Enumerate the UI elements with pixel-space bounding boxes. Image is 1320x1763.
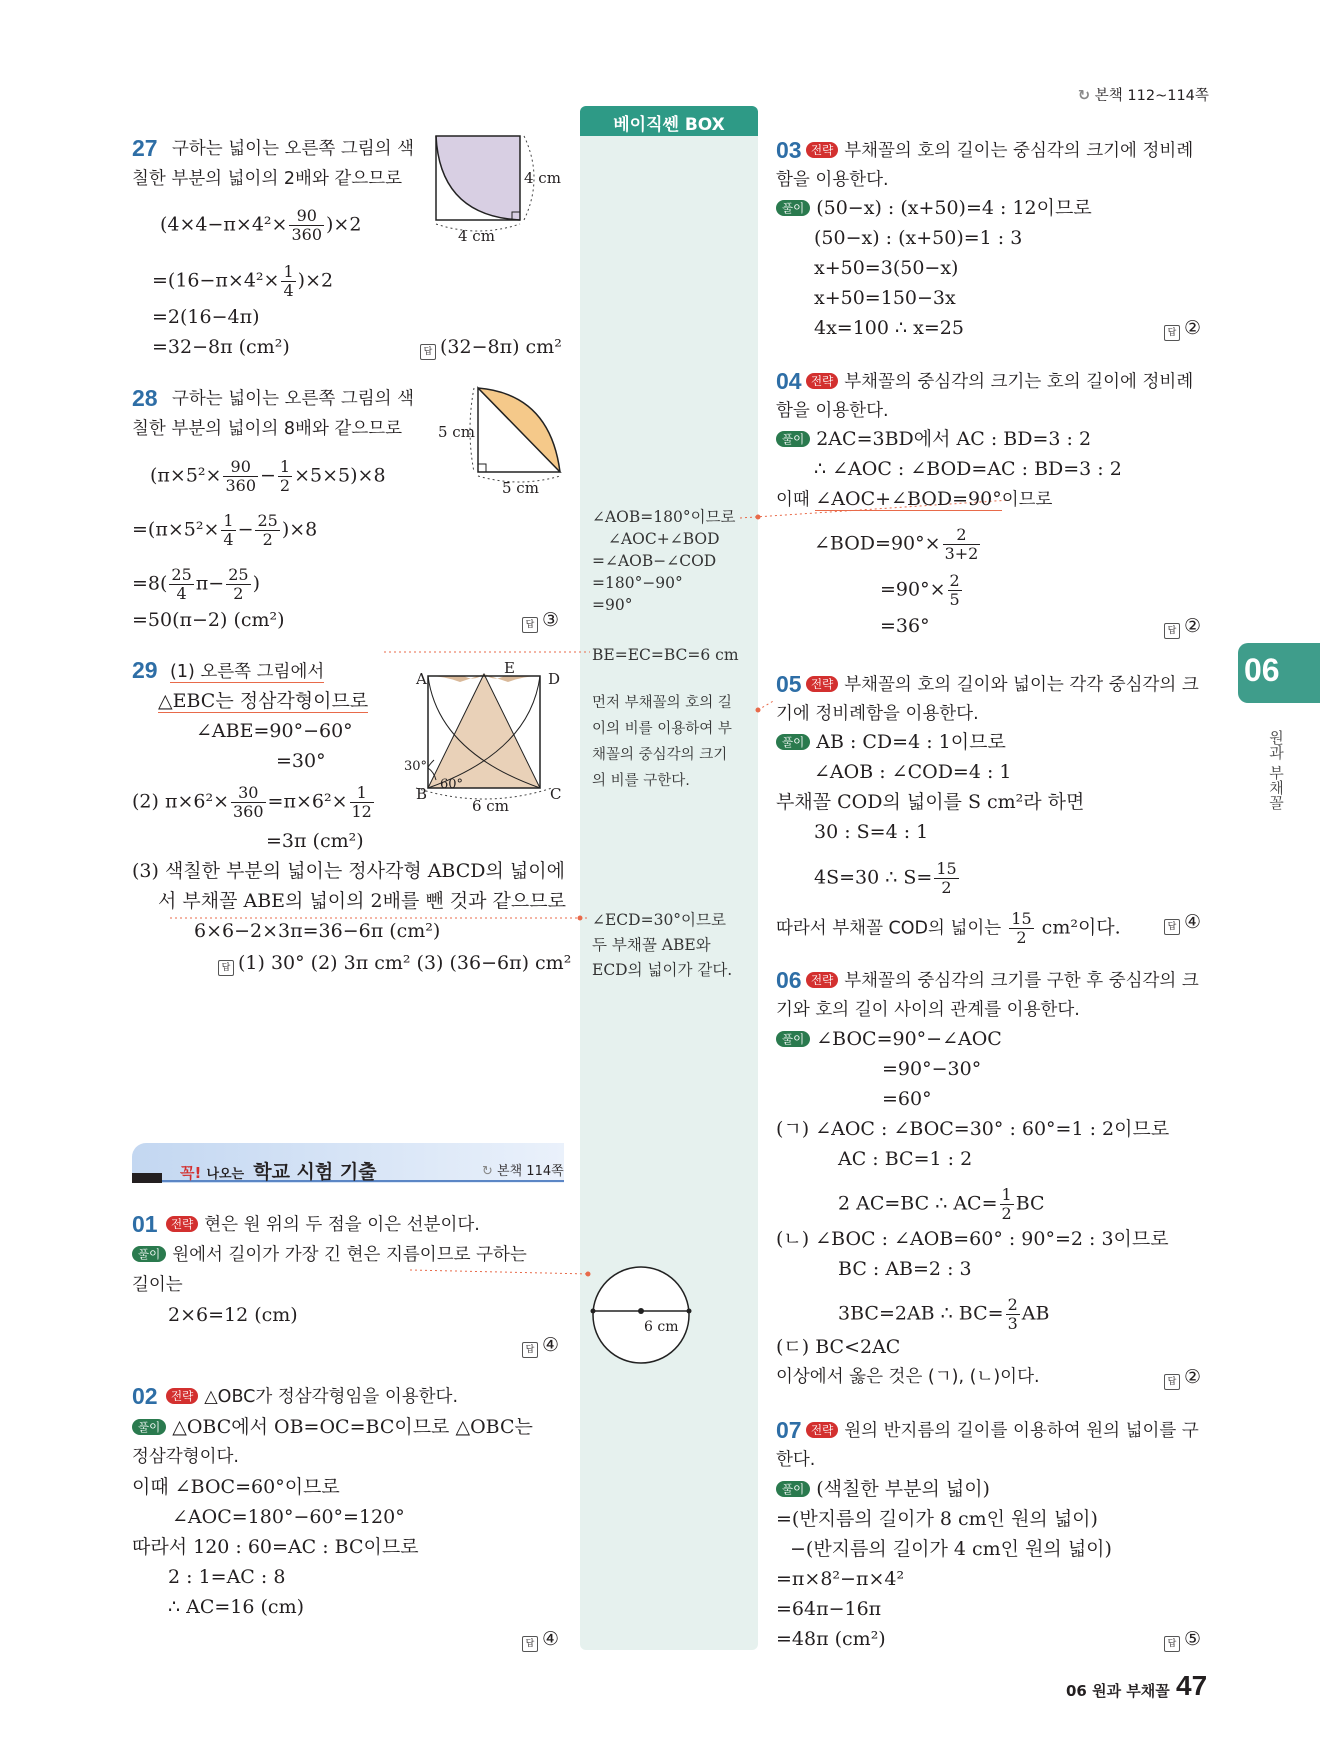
right-07-answer: 답 ⑤ — [1164, 1627, 1201, 1652]
right-07-l1: 풀이 (색칠한 부분의 넓이) — [776, 1477, 990, 1501]
header-ref: ↻ 본책 112~114쪽 — [1078, 88, 1209, 104]
exam-02-l4: ∠AOC=180°−60°=120° — [172, 1506, 405, 1528]
right-07-l5: =64π−16π — [776, 1598, 882, 1620]
right-07-l4: =π×8²−π×4² — [776, 1568, 905, 1590]
exam-ref: ↻ 본책 114쪽 — [482, 1164, 564, 1179]
exam-02-strategy: 전략 △OBC가 정삼각형임을 이용한다. — [160, 1385, 458, 1409]
problem-28-line2: 칠한 부분의 넓이의 8배와 같으므로 — [132, 419, 403, 439]
right-06-l7: (ㄴ) ∠BOC : ∠AOB=60° : 90°=2 : 3이므로 — [776, 1228, 1169, 1250]
right-04-l6: =36° — [880, 615, 930, 637]
box-label-text: 베이직쎈 BOX — [613, 115, 725, 135]
exam-02-l6: 2 : 1=AC : 8 — [168, 1566, 286, 1588]
right-05-l2: ∠AOB : ∠COD=4 : 1 — [814, 761, 1012, 783]
exam-02-l5: 따라서 120 : 60=AC : BC이므로 — [132, 1536, 419, 1558]
right-04-l3: 이때 ∠AOC+∠BOD=90°이므로 — [776, 488, 1053, 510]
chapter-tab-num: 06 — [1244, 652, 1280, 688]
problem-27-eq1: (4×4−π×4²× $\frac{90}{360}$ )×2 — [160, 206, 362, 244]
right-07-num: 07 — [776, 1417, 802, 1443]
problem-29-s4: =30° — [276, 750, 326, 772]
problem-27-num: 27 — [132, 135, 158, 161]
footer-chapter: 06 원과 부채꼴 — [1066, 1682, 1170, 1700]
right-06-l6: 2 AC=BC ∴ AC= $\frac{1}{2}$ BC — [838, 1185, 1045, 1223]
answer-icon: 답 — [1164, 1636, 1180, 1652]
problem-27-eq3: =2(16−4π) — [152, 306, 260, 328]
right-05-l3: 부채꼴 COD의 넓이를 S cm²라 하면 — [776, 791, 1085, 813]
fig29-label-d: D — [548, 670, 561, 688]
problem-29-s2: △EBC는 정삼각형이므로 — [158, 690, 369, 712]
right-04-l5: =90°× $\frac{2}{5}$ — [880, 571, 960, 609]
right-07-l6: =48π (cm²) — [776, 1628, 886, 1650]
problem-29-s1: (1) 오른쪽 그림에서 — [170, 662, 325, 682]
answer-icon: 답 — [1164, 1374, 1180, 1390]
answer-icon: 답 — [522, 617, 538, 633]
right-07-l3: −(반지름의 길이가 4 cm인 원의 넓이) — [790, 1538, 1112, 1560]
note-ecd: ∠ECD=30°이므로 두 부채꼴 ABE와 ECD의 넓이가 같다. — [592, 911, 733, 979]
problem-29-answer: 답 (1) 30° (2) 3π cm² (3) (36−6π) cm² — [218, 951, 571, 976]
right-04-l1: 풀이 2AC=3BD에서 AC : BD=3 : 2 — [776, 427, 1091, 451]
right-05-num: 05 — [776, 671, 802, 697]
problem-28-line1: 구하는 넓이는 오른쪽 그림의 색 — [172, 389, 415, 409]
exam-01-l1: 풀이 원에서 길이가 가장 긴 현은 지름이므로 구하는 — [132, 1243, 527, 1267]
right-05-l1: 풀이 AB : CD=4 : 1이므로 — [776, 730, 1006, 754]
fig29-label-b: B — [416, 785, 428, 803]
right-03-l1: 풀이 (50−x) : (x+50)=4 : 12이므로 — [776, 196, 1092, 220]
problem-28-num: 28 — [132, 385, 158, 411]
answer-icon: 답 — [522, 1636, 538, 1652]
answer-icon: 답 — [420, 344, 436, 360]
problem-29-s7: (3) 색칠한 부분의 넓이는 정사각형 ABCD의 넓이에 — [132, 860, 565, 882]
problem-29-s9: 6×6−2×3π=36−6π (cm²) — [194, 920, 441, 942]
problem-28-answer: 답 ③ — [522, 608, 559, 633]
right-05-l4: 30 : S=4 : 1 — [814, 821, 929, 843]
page-number: 47 — [1176, 1670, 1208, 1701]
problem-28-eq1: (π×5²× $\frac{90}{360}$ − $\frac{1}{2}$ ×5×5)×8 — [150, 457, 386, 495]
problem-29-num: 29 — [132, 657, 158, 683]
right-03-answer: 답 ② — [1164, 316, 1201, 341]
exam-01-l3: 2×6=12 (cm) — [168, 1304, 298, 1326]
note-aob: ∠AOB=180°이므로 ∠AOC+∠BOD =∠AOB−∠COD =180°−90° =90° — [592, 508, 736, 614]
right-06-l5: AC : BC=1 : 2 — [838, 1148, 973, 1170]
right-06-l9: 3BC=2AB ∴ BC= $\frac{2}{3}$ AB — [838, 1295, 1050, 1333]
right-04-l2: ∴ ∠AOC : ∠BOD=AC : BD=3 : 2 — [814, 458, 1122, 480]
problem-27-eq2: =(16−π×4²× $\frac{1}{4}$ )×2 — [152, 262, 334, 300]
exam-02-l7: ∴ AC=16 (cm) — [168, 1596, 305, 1618]
right-03-l4: x+50=150−3x — [814, 287, 956, 309]
exam-01-answer: 답 ④ — [522, 1333, 559, 1358]
fig29-label-a: A — [416, 670, 427, 688]
exam-01-l2: 길이는 — [132, 1275, 183, 1295]
chapter-tab-title: 원과 부채꼴 — [1267, 730, 1285, 810]
exam-02-l3: 이때 ∠BOC=60°이므로 — [132, 1476, 340, 1498]
right-03-l3: x+50=3(50−x) — [814, 257, 959, 279]
problem-27-answer: 답 (32−8π) cm² — [420, 335, 562, 360]
right-04-strategy: 전략 부채꼴의 중심각의 크기는 호의 길이에 정비례 — [800, 370, 1193, 394]
right-03-strategy: 전략 부채꼴의 호의 길이는 중심각의 크기에 정비례 — [800, 139, 1193, 163]
right-07-strategy2: 한다. — [776, 1450, 816, 1470]
problem-27-line1: 구하는 넓이는 오른쪽 그림의 색 — [172, 139, 415, 159]
note-be-ec: BE=EC=BC=6 cm — [592, 646, 739, 664]
right-06-strategy: 전략 부채꼴의 중심각의 크기를 구한 후 중심각의 크 — [800, 969, 1199, 993]
right-06-l10: (ㄷ) BC<2AC — [776, 1336, 901, 1358]
right-06-l3: =60° — [882, 1088, 932, 1110]
answer-icon: 답 — [1164, 919, 1180, 935]
exam-heading: 꼭! 나오는 학교 시험 기출 — [180, 1161, 377, 1183]
right-05-l5: 4S=30 ∴ S= $\frac{15}{2}$ — [814, 859, 957, 897]
problem-28-eq2: =(π×5²× $\frac{1}{4}$ − $\frac{25}{2}$ )×8 — [132, 511, 318, 549]
right-05-answer: 답 ④ — [1164, 910, 1201, 935]
right-04-num: 04 — [776, 368, 802, 394]
note-arc-ratio: 먼저 부채꼴의 호의 길 이의 비를 이용하여 부 채꼴의 중심각의 크기 의 비를 구한다. — [592, 695, 732, 789]
right-06-answer: 답 ② — [1164, 1365, 1201, 1390]
fig29-label-e: E — [504, 659, 515, 677]
right-03-num: 03 — [776, 137, 802, 163]
problem-29-s5: (2) π×6²× $\frac{30}{360}$ =π×6²× $\frac{1}{12}$ — [132, 783, 372, 821]
right-03-l2: (50−x) : (x+50)=1 : 3 — [814, 227, 1023, 249]
right-07-strategy: 전략 원의 반지름의 길이를 이용하여 원의 넓이를 구 — [800, 1419, 1199, 1443]
right-06-num: 06 — [776, 967, 802, 993]
note-circle-label: 6 cm — [644, 1319, 679, 1335]
fig29-length: 6 cm — [472, 797, 509, 815]
right-06-l4: (ㄱ) ∠AOC : ∠BOC=30° : 60°=1 : 2이므로 — [776, 1118, 1170, 1140]
right-06-l2: =90°−30° — [882, 1058, 982, 1080]
right-04-l4: ∠BOD=90°× $\frac{2}{3+2}$ — [814, 525, 979, 563]
exam-02-num: 02 — [132, 1383, 158, 1409]
right-05-strategy2: 기에 정비례함을 이용한다. — [776, 704, 979, 724]
fig29-angle-60: 60° — [440, 777, 464, 792]
right-06-l11: 이상에서 옳은 것은 (ㄱ), (ㄴ)이다. — [776, 1367, 1040, 1387]
right-06-strategy2: 기와 호의 길이 사이의 관계를 이용한다. — [776, 1000, 1080, 1020]
right-03-strategy2: 함을 이용한다. — [776, 170, 889, 190]
right-06-l1: 풀이 ∠BOC=90°−∠AOC — [776, 1027, 1002, 1051]
problem-27-fig-bottom: 4 cm — [458, 227, 495, 245]
problem-27-fig-side: 4 cm — [524, 169, 561, 187]
exam-01-num: 01 — [132, 1211, 158, 1237]
problem-27-eq4: =32−8π (cm²) — [152, 336, 290, 358]
ref-icon: ↻ — [1078, 88, 1091, 104]
right-04-answer: 답 ② — [1164, 614, 1201, 639]
problem-28-eq3: =8( $\frac{25}{4}$ π− $\frac{25}{2}$ ) — [132, 565, 260, 603]
right-07-l2: =(반지름의 길이가 8 cm인 원의 넓이) — [776, 1508, 1098, 1530]
fig29-label-c: C — [550, 785, 562, 803]
exam-01-strategy: 전략 현은 원 위의 두 점을 이은 선분이다. — [160, 1213, 480, 1237]
problem-29-s8: 서 부채꼴 ABE의 넓이의 2배를 뺀 것과 같으므로 — [158, 890, 566, 912]
problem-28-eq4: =50(π−2) (cm²) — [132, 609, 285, 631]
problem-28-fig-side: 5 cm — [438, 423, 475, 441]
problem-29-s6: =3π (cm²) — [266, 830, 364, 852]
answer-icon: 답 — [1164, 623, 1180, 639]
right-03-l5: 4x=100 ∴ x=25 — [814, 317, 964, 339]
exam-02-l2: 정삼각형이다. — [132, 1447, 239, 1467]
answer-icon: 답 — [1164, 325, 1180, 341]
problem-27-line2: 칠한 부분의 넓이의 2배와 같으므로 — [132, 169, 403, 189]
problem-28-fig-bottom: 5 cm — [502, 479, 539, 497]
right-04-strategy2: 함을 이용한다. — [776, 401, 889, 421]
ref-icon: ↻ — [482, 1164, 493, 1179]
problem-29-s3: ∠ABE=90°−60° — [196, 720, 353, 742]
right-06-l8: BC : AB=2 : 3 — [838, 1258, 972, 1280]
answer-icon: 답 — [522, 1342, 538, 1358]
right-05-strategy: 전략 부채꼴의 호의 길이와 넓이는 각각 중심각의 크 — [800, 673, 1199, 697]
fig29-angle-30: 30° — [404, 759, 428, 774]
answer-icon: 답 — [218, 960, 234, 976]
right-05-l6: 따라서 부채꼴 COD의 넓이는 $\frac{15}{2}$ cm²이다. — [776, 909, 1121, 947]
exam-02-answer: 답 ④ — [522, 1627, 559, 1652]
exam-02-l1: 풀이 △OBC에서 OB=OC=BC이므로 △OBC는 — [132, 1415, 533, 1439]
